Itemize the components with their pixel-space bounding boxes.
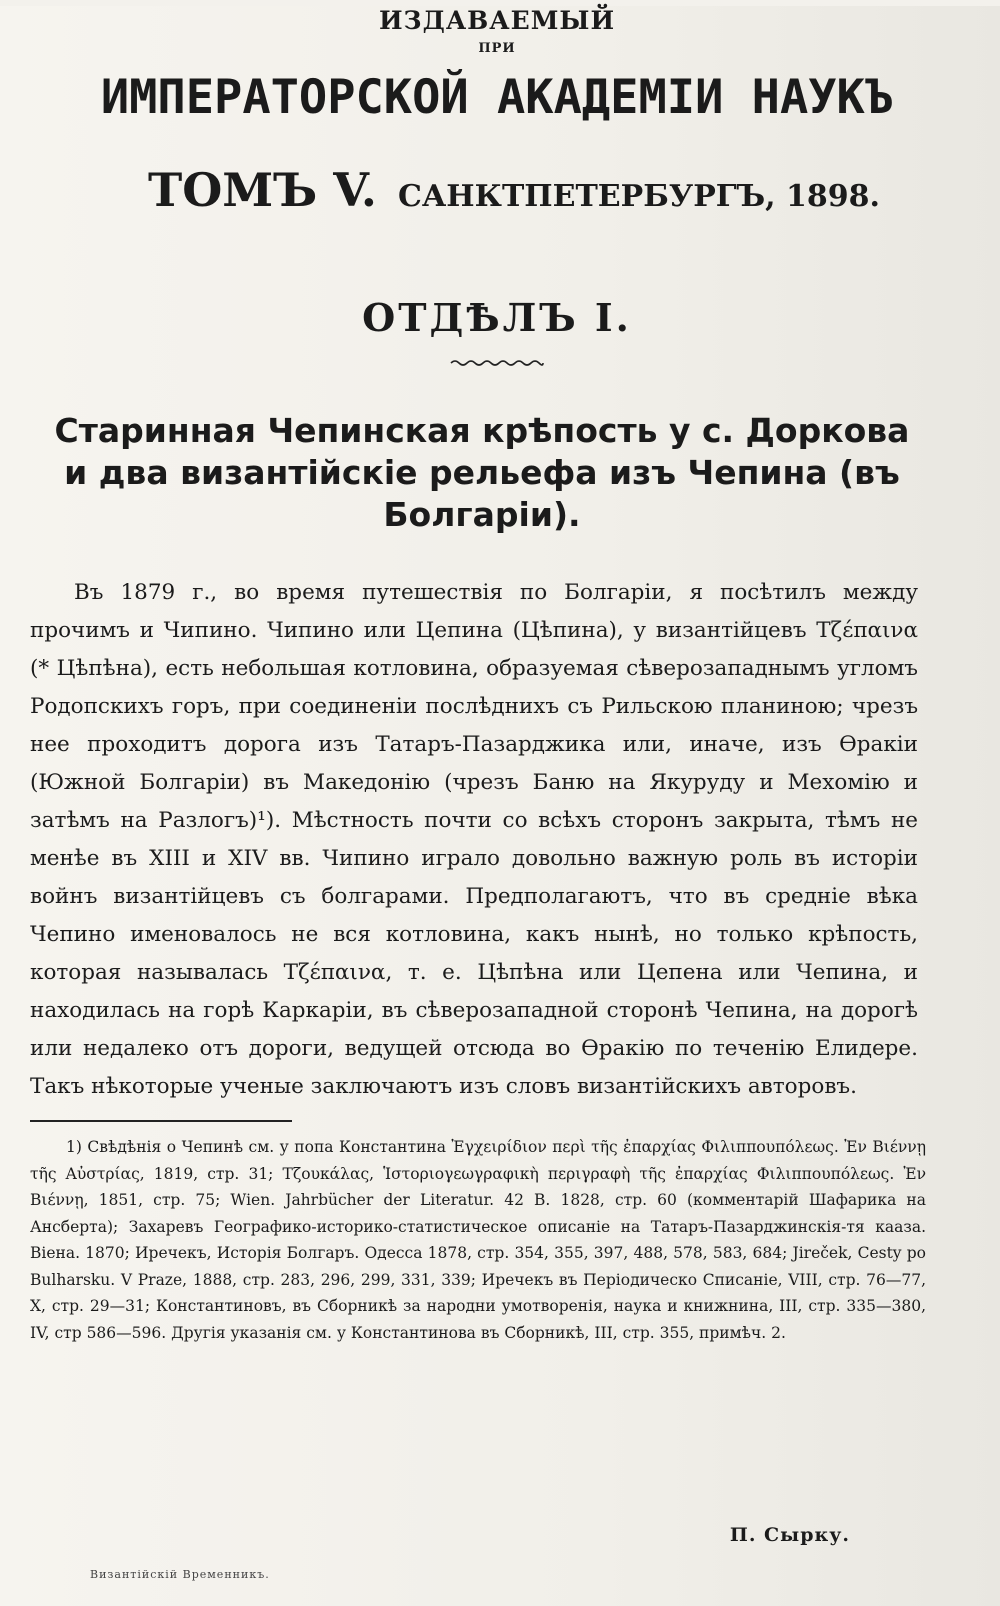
document-page [0, 6, 1000, 1606]
footer-row [0, 1524, 1000, 1584]
article-title: Старинная Чепинская крѣпость у с. Доркова и два византійскіе рельефа изъ Чепина (въ Болгаріи). [54, 411, 910, 534]
footnote-text: 1) Свѣдѣнія о Чепинѣ см. у попа Константина Ἐγχειρίδιον περὶ τῆς ἐπαρχίας Φιλιππουπόλεως. Ἐν Βιέννῃ τῆς Αὐστρίας, 1819, стр. 31; Τζουκάλας, Ἱστοριογεωγραφικὴ περιγραφὴ τῆς ἐπαρχίας Φιλιππουπόλεως. Ἐν Βιέννῃ, 1851, стр. 75; Wien. Jahrbücher der Literatur. 42 B. 1828, стр. 60 (комментарій Шафарика на Ансберта); Захаревъ Географико-историко-статистическое описаніе на Татаръ-Пазарджинскія-тя кааза. Віена. 1870; Иречекъ, Исторія Болгаръ. Одесса 1878, стр. 354, 355, 397, 488, 578, 583, 684; Jireček, Cesty po Bulharsku. V Praze, 1888, стр. 283, 296, 299, 331, 339; Иречекъ въ Періодическо Списаніе, VIII, стр. 76—77, X, стр. 29—31; Константиновъ, въ Сборникѣ за народни умотворенія, наука и книжнина, III, стр. 335—380, IV, стр 586—596. Другія указанія см. у Константинова въ Сборникѣ, III, стр. 355, примѣч. 2. [30, 1138, 926, 1342]
article-body-paragraph: Въ 1879 г., во время путешествія по Болгаріи, я посѣтилъ между прочимъ и Чипино. Чипино или Цепина (Цѣпина), у византійцевъ Τζέπαινα (* Цѣпѣна), есть небольшая котловина, образуемая сѣверозападнымъ угломъ Родопскихъ горъ, при соединеніи послѣднихъ съ Рильскою планиною; чрезъ нее проходитъ дорога изъ Татаръ-Пазарджика или, иначе, изъ Ѳракіи (Южной Болгаріи) въ Македонію (чрезъ Баню на Якуруду и Мехомію и затѣмъ на Разлогъ)¹). Мѣстность почти со всѣхъ сторонъ закрыта, тѣмъ не менѣе въ XIII и XIV вв. Чипино играло довольно важную роль въ исторіи войнъ византійцевъ съ болгарами. Предполагаютъ, что въ средніе вѣка Чепино именовалось не вся котловина, какъ нынѣ, но только крѣпость, которая называлась Τζέπαινα, т. е. Цѣпѣна или Цепена или Чепина, и находилась на горѣ Каркаріи, въ сѣверозападной сторонѣ Чепина, на дорогѣ или недалеко отъ дороги, ведущей отсюда во Ѳракію по теченію Елидере. Такъ нѣкоторые ученые заключаютъ изъ словъ византійскихъ авторовъ. [30, 580, 918, 1099]
author-signature: П. Сырку. [729, 1524, 850, 1546]
footnote-divider [30, 1120, 292, 1122]
academy-name: ИМПЕРАТОРСКОЙ АКАДЕМІИ НАУКЪ [100, 70, 894, 125]
volume-line [18, 163, 976, 217]
running-footer: Византійскій Временникъ. [90, 1568, 270, 1581]
masthead [18, 6, 976, 217]
volume-number: ТОМЪ V. [148, 163, 377, 217]
publisher-line: ИЗДАВАЕМЫЙ [378, 6, 616, 35]
section-heading: ОТДѢЛЪ I. [362, 295, 632, 340]
publisher-preposition: ПРИ [478, 41, 516, 56]
ornamental-wavy-rule [449, 358, 545, 368]
place-and-year: САНКТПЕТЕРБУРГЪ, 1898. [398, 179, 880, 214]
